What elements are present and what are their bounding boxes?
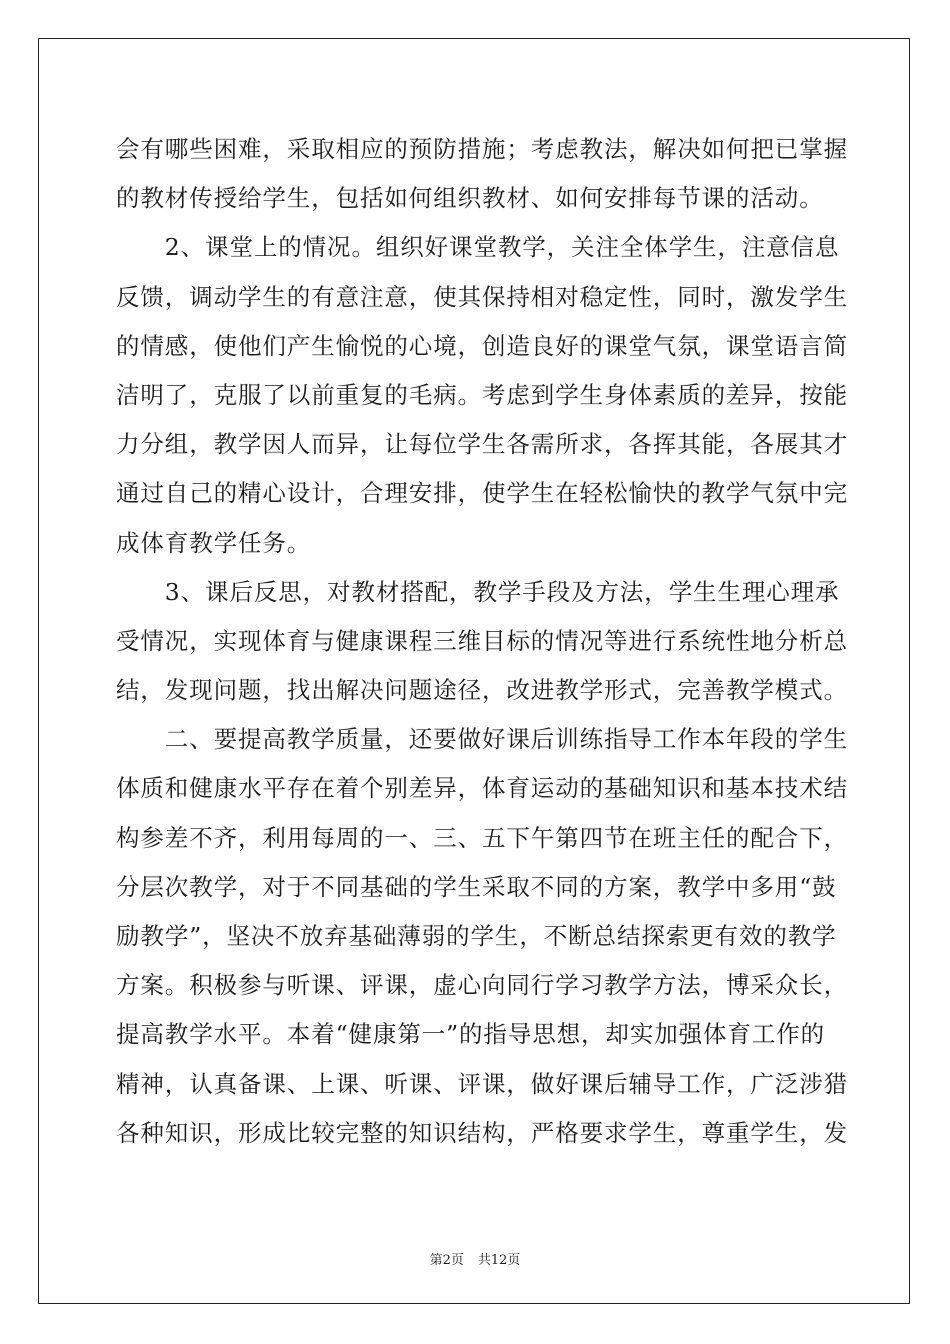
text-line: 3、课后反思，对教材搭配，教学手段及方法，学生生理心理承 [116, 577, 840, 606]
text-line: 体质和健康水平存在着个别差异，体育运动的基础知识和基本技术结 [116, 774, 848, 803]
text-line: 成体育教学任务。 [116, 528, 312, 557]
text-line: 构参差不齐，利用每周的一、三、五下午第四节在班主任的配合下， [116, 823, 848, 852]
text-line: 的教材传授给学生，包括如何组织教材、如何安排每节课的活动。 [116, 184, 824, 213]
text-line: 方案。积极参与听课、评课，虚心向同行学习教学方法，博采众长， [116, 971, 848, 1000]
text-line: 提高教学水平。本着“健康第一”的指导思想，却实加强体育工作的 [116, 1020, 826, 1049]
text-line: 力分组，教学因人而异，让每位学生各需所求，各挥其能，各展其才 [116, 430, 848, 459]
text-line: 二、要提高教学质量，还要做好课后训练指导工作本年段的学生 [116, 725, 848, 754]
text-line: 通过自己的精心设计，合理安排，使学生在轻松愉快的教学气氛中完 [116, 479, 848, 508]
text-line: 分层次教学，对于不同基础的学生采取不同的方案，教学中多用“鼓 [116, 872, 837, 901]
text-line: 励教学”，坚决不放弃基础薄弱的学生，不断总结探索更有效的教学 [116, 922, 837, 950]
page-number: 第2页 [429, 1253, 464, 1268]
text-line: 2、课堂上的情况。组织好课堂教学，关注全体学生，注意信息 [116, 233, 840, 262]
text-line: 各种知识，形成比较完整的知识结构，严格要求学生，尊重学生，发 [116, 1118, 848, 1147]
text-line: 洁明了，克服了以前重复的毛病。考虑到学生身体素质的差异，按能 [116, 380, 848, 409]
text-line: 的情感，使他们产生愉悦的心境，创造良好的课堂气氛，课堂语言简 [116, 331, 848, 360]
page-footer [0, 1249, 950, 1268]
text-line: 精神，认真备课、上课、听课、评课，做好课后辅导工作，广泛涉猎 [116, 1069, 848, 1098]
page-total: 共12页 [477, 1253, 521, 1268]
text-line: 结，发现问题，找出解决问题途径，改进教学形式，完善教学模式。 [116, 676, 848, 705]
text-line: 会有哪些困难，采取相应的预防措施；考虑教法，解决如何把已掌握 [116, 135, 848, 163]
document-body [116, 125, 848, 1158]
text-line: 受情况，实现体育与健康课程三维目标的情况等进行系统性地分析总 [116, 626, 848, 655]
text-line: 反馈，调动学生的有意注意，使其保持相对稳定性，同时，激发学生 [116, 282, 848, 311]
